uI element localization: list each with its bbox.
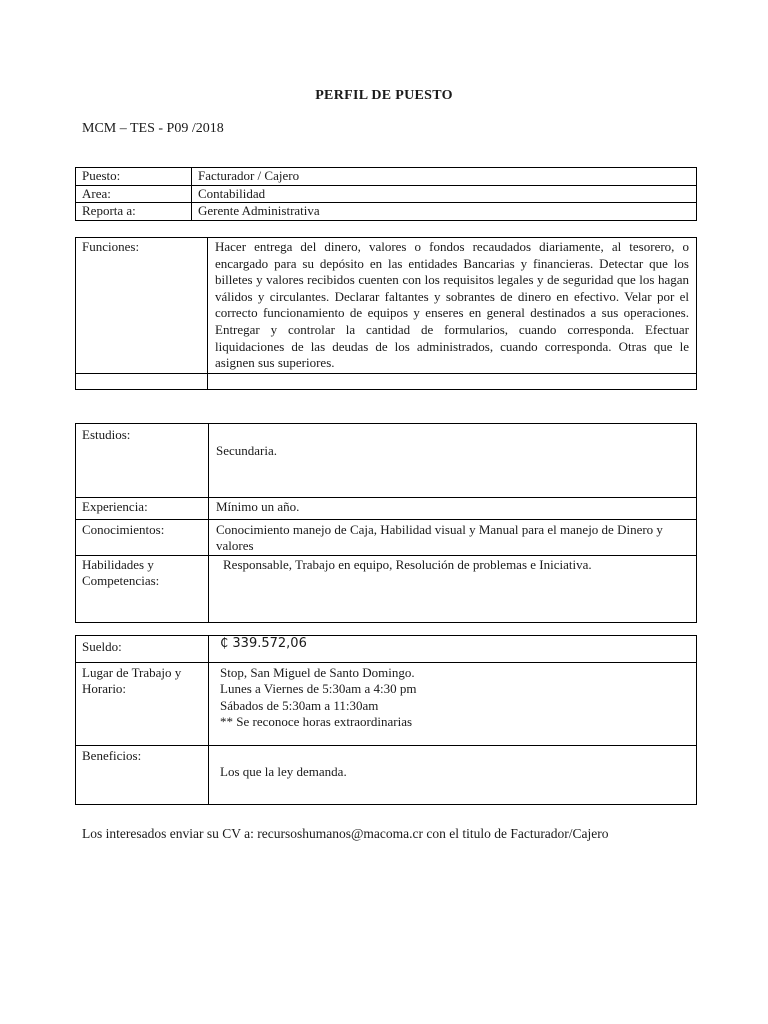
table-row: [76, 636, 697, 663]
empty-cell: [208, 373, 697, 389]
horario-line: Lunes a Viernes de 5:30am a 4:30 pm: [220, 681, 417, 697]
habilidades-value: [209, 555, 697, 622]
habilidades-text: Responsable, Trabajo en equipo, Resolución de problemas e Iniciativa.: [223, 556, 592, 572]
horas-extra-line: ** Se reconoce horas extraordinarias: [220, 714, 413, 730]
table-row: [76, 424, 697, 498]
beneficios-value: [209, 745, 697, 804]
conocimientos-value: Conocimiento manejo de Caja, Habilidad visual y Manual para el manejo de Dinero y valores: [209, 519, 697, 555]
functions-table: [75, 237, 697, 390]
reporta-value: Gerente Administrativa: [192, 203, 697, 221]
experiencia-value: Mínimo un año.: [209, 498, 697, 520]
puesto-label: Puesto:: [76, 168, 192, 186]
beneficios-label: Beneficios:: [76, 745, 209, 804]
habilidades-label-line2: Competencias:: [82, 573, 160, 589]
document-title: PERFIL DE PUESTO: [315, 88, 453, 103]
lugar-label-line2: Horario:: [82, 681, 127, 697]
table-row: [76, 185, 697, 203]
empty-cell: [76, 373, 208, 389]
estudios-value: [209, 424, 697, 498]
table-row: [76, 662, 697, 745]
lugar-value: [209, 662, 697, 745]
puesto-value: Facturador / Cajero: [192, 168, 697, 186]
application-instructions: Los interesados enviar su CV a: recursoshumanos@macoma.cr con el titulo de Facturador/Cajero: [82, 826, 609, 841]
area-label: Area:: [76, 185, 192, 203]
conditions-table: [75, 635, 697, 805]
habilidades-label: [76, 555, 209, 622]
funciones-label: Funciones:: [76, 238, 208, 374]
lugar-line: Stop, San Miguel de Santo Domingo.: [220, 664, 415, 680]
reporta-label: Reporta a:: [76, 203, 192, 221]
table-row: [76, 168, 697, 186]
table-row: [76, 745, 697, 804]
conocimientos-label: Conocimientos:: [76, 519, 209, 555]
table-row: [76, 498, 697, 520]
table-row: [76, 203, 697, 221]
lugar-label-line1: Lugar de Trabajo y: [82, 664, 182, 680]
table-row: [76, 373, 697, 389]
table-row: [76, 238, 697, 374]
horario-line: Sábados de 5:30am a 11:30am: [220, 697, 379, 713]
area-value: Contabilidad: [192, 185, 697, 203]
table-row: [76, 555, 697, 622]
beneficios-text: Los que la ley demanda.: [220, 763, 347, 779]
requirements-table: [75, 423, 697, 623]
experiencia-label: Experiencia:: [76, 498, 209, 520]
sueldo-label: Sueldo:: [76, 636, 209, 663]
habilidades-label-line1: Habilidades y: [82, 556, 154, 572]
position-info-table: [75, 167, 697, 221]
table-row: [76, 519, 697, 555]
estudios-label: Estudios:: [76, 424, 209, 498]
document-code: MCM – TES - P09 /2018: [82, 121, 224, 136]
estudios-text: Secundaria.: [216, 443, 278, 458]
sueldo-value: ₵ 339.572,06: [209, 636, 697, 663]
lugar-label: [76, 662, 209, 745]
funciones-text: Hacer entrega del dinero, valores o fondos recaudados diariamente, al tesorero, o encargado para su depósito en las entidades Bancarias y financieras. Detectar que los billetes y valores recibidos cuenten con los requisitos legales y de seguridad que los hagan válidos y circulantes. Declarar faltantes y sobrantes de dinero en efectivo. Velar por el correcto funcionamiento de equipos y enseres en general destinados a sus operaciones. Entregar y controlar la cantidad de formularios, cuando corresponda. Efectuar liquidaciones de las deudas de los administrados, cuando corresponda. Otras que le asignen sus superiores.: [208, 238, 697, 374]
